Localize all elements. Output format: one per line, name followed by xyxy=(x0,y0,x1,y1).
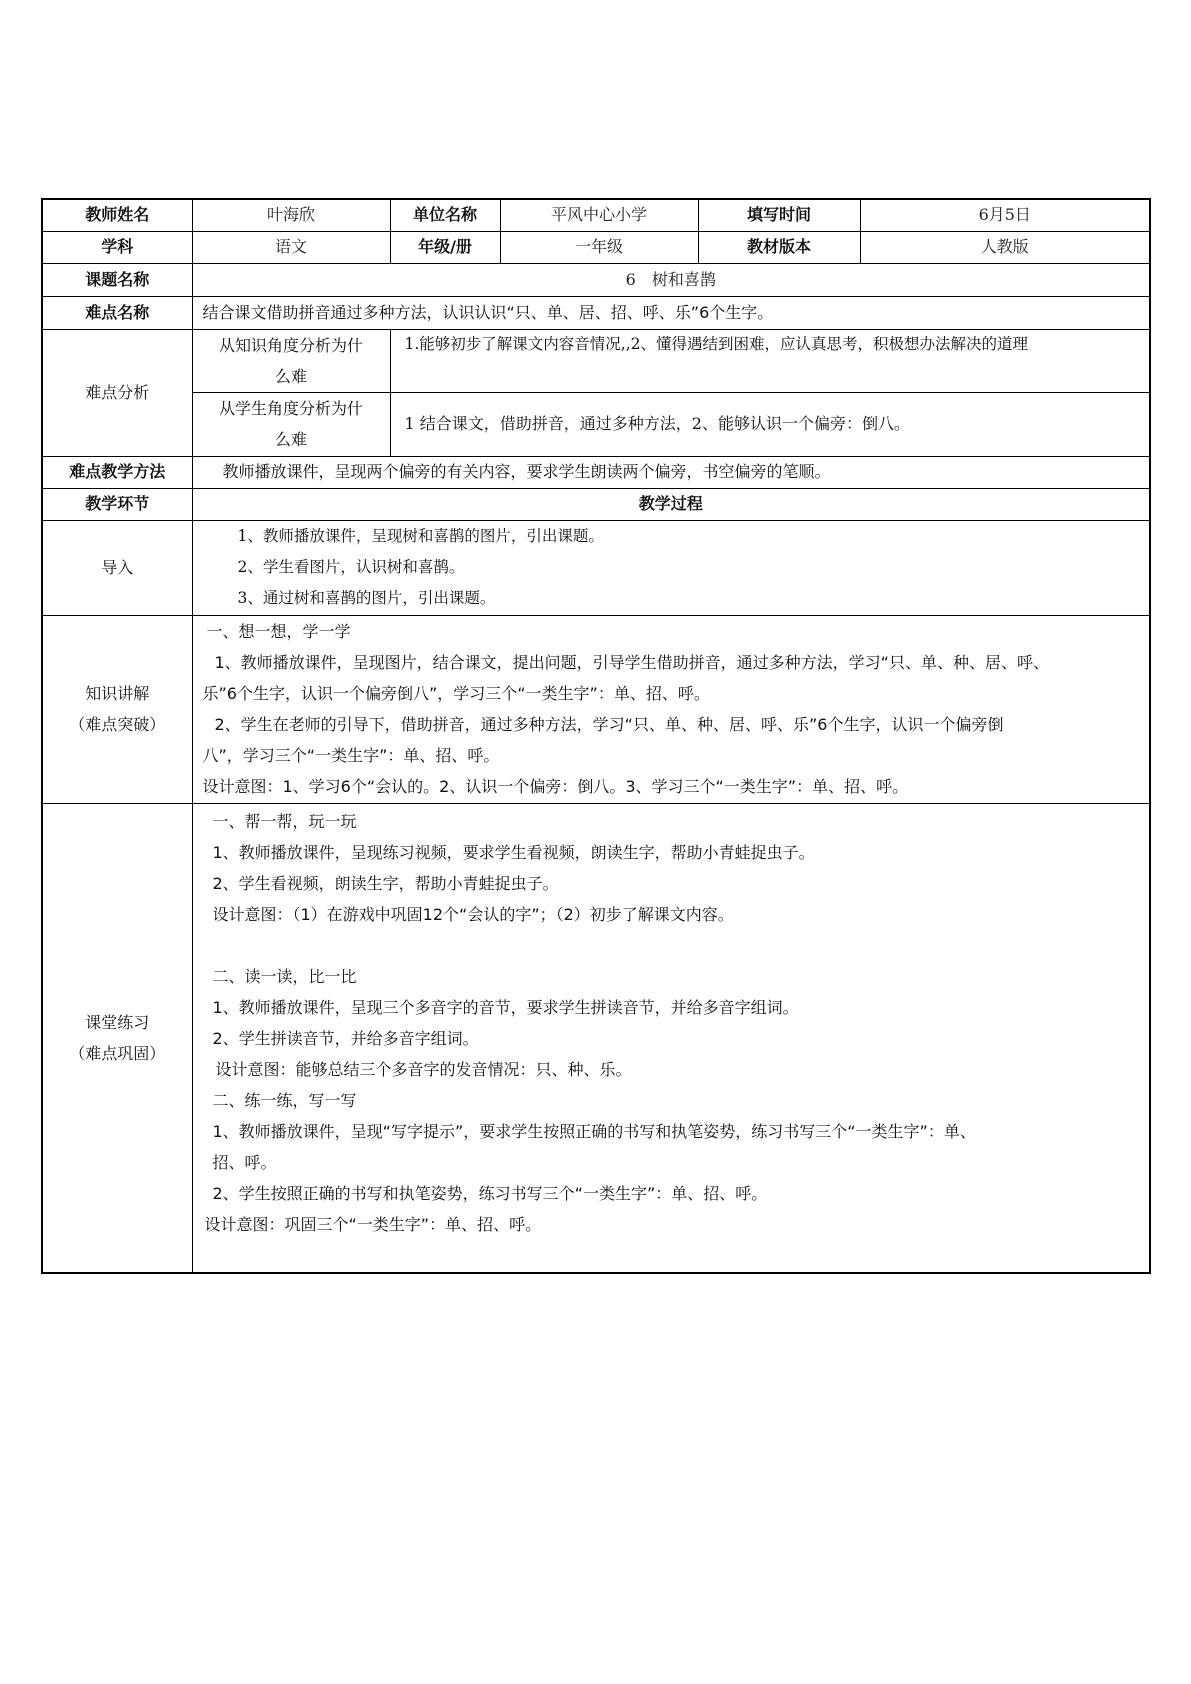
grade-value: 一年级 xyxy=(500,231,698,263)
teacher-value: 叶海欣 xyxy=(192,199,390,231)
difficulty-value: 结合课文借助拼音通过多种方法，认识认识“只、单、居、招、呼、乐”6个生字。 xyxy=(192,296,1150,329)
practice-line: 1、教师播放课件，呈现三个多音字的音节，要求学生拼读音节，并给多音字组词。 xyxy=(212,997,799,1017)
row-teacher-info xyxy=(42,199,1150,231)
row-process-header xyxy=(42,488,1150,520)
practice-line: 一、帮一帮，玩一玩 xyxy=(212,811,357,831)
practice-line: 设计意图：巩固三个“一类生字”：单、招、呼。 xyxy=(204,1214,542,1234)
practice-line: 二、读一读，比一比 xyxy=(212,966,357,986)
analysis-label: 难点分析 xyxy=(42,329,192,456)
practice-line: 招、呼。 xyxy=(212,1152,277,1172)
row-knowledge xyxy=(42,615,1150,803)
subject-value: 语文 xyxy=(192,231,390,263)
knowledge-line: 乐”6个生字，认识一个偏旁倒八”，学习三个“一类生字”：单、招、呼。 xyxy=(202,684,710,703)
topic-value: 6 树和喜鹊 xyxy=(192,263,1150,296)
row-topic xyxy=(42,263,1150,296)
lesson-plan-table xyxy=(41,198,1151,1274)
row-intro xyxy=(42,520,1150,615)
method-value: 教师播放课件，呈现两个偏旁的有关内容，要求学生朗读两个偏旁，书空偏旁的笔顺。 xyxy=(192,456,1150,488)
practice-line: 1、教师播放课件，呈现“写字提示”，要求学生按照正确的书写和执笔姿势，练习书写三个“一类生字”：单、 xyxy=(212,1121,976,1141)
knowledge-line: 设计意图：1、学习6个“会认的。2、认识一个偏旁：倒八。3、学习三个“一类生字”：单、招、呼。 xyxy=(202,777,909,796)
process-label: 教学过程 xyxy=(192,488,1150,520)
practice-line: 设计意图：（1）在游戏中巩固12个“会认的字”；（2）初步了解课文内容。 xyxy=(212,904,734,924)
knowledge-label-line-2: （难点突破） xyxy=(69,715,166,734)
row-practice xyxy=(42,803,1150,1273)
difficulty-label: 难点名称 xyxy=(42,296,192,329)
knowledge-angle-value: 1.能够初步了解课文内容音情况,,2、懂得遇结到困难，应认真思考，积极想办法解决的道理 xyxy=(390,329,1150,392)
date-label: 填写时间 xyxy=(698,199,860,231)
practice-line: 2、学生按照正确的书写和执笔姿势，练习书写三个“一类生字”：单、招、呼。 xyxy=(212,1183,768,1203)
practice-line: 2、学生拼读音节，并给多音字组词。 xyxy=(212,1028,479,1048)
row-method xyxy=(42,456,1150,488)
intro-line: 1、教师播放课件，呈现树和喜鹊的图片，引出课题。 xyxy=(237,527,604,545)
practice-line: 二、练一练，写一写 xyxy=(212,1090,357,1110)
intro-content xyxy=(192,520,1150,615)
edition-value: 人教版 xyxy=(860,231,1150,263)
row-difficulty xyxy=(42,296,1150,329)
knowledge-line: 1、教师播放课件，呈现图片，结合课文，提出问题，引导学生借助拼音，通过多种方法，学习“只、单、种、居、呼、 xyxy=(214,653,1049,672)
row-analysis-knowledge xyxy=(42,329,1150,392)
practice-line xyxy=(213,930,1144,961)
student-angle-label-line-1: 从学生角度分析为什 xyxy=(218,399,363,418)
knowledge-angle-label-line-2: 么难 xyxy=(274,366,307,386)
practice-line: 2、学生看视频，朗读生字，帮助小青蛙捉虫子。 xyxy=(212,873,559,893)
knowledge-angle-label xyxy=(192,329,390,392)
knowledge-line: 一、想一想，学一学 xyxy=(206,622,351,641)
student-angle-value: 1 结合课文，借助拼音，通过多种方法，2、能够认识一个偏旁：倒八。 xyxy=(390,392,1150,456)
knowledge-line: 2、学生在老师的引导下，借助拼音，通过多种方法，学习“只、单、种、居、呼、乐”6个生字，认识一个偏旁倒 xyxy=(214,715,1004,734)
knowledge-label xyxy=(42,615,192,803)
row-subject-info xyxy=(42,231,1150,263)
subject-label: 学科 xyxy=(42,231,192,263)
topic-label: 课题名称 xyxy=(42,263,192,296)
knowledge-label-line-1: 知识讲解 xyxy=(85,684,150,703)
row-analysis-student xyxy=(42,392,1150,456)
practice-label-line-1: 课堂练习 xyxy=(85,1012,150,1032)
practice-label-line-2: （难点巩固） xyxy=(69,1043,166,1063)
stage-label: 教学环节 xyxy=(42,488,192,520)
grade-label: 年级/册 xyxy=(390,231,500,263)
edition-label: 教材版本 xyxy=(698,231,860,263)
student-angle-label xyxy=(192,392,390,456)
intro-line: 2、学生看图片，认识树和喜鹊。 xyxy=(237,558,465,576)
intro-line: 3、通过树和喜鹊的图片，引出课题。 xyxy=(237,589,496,607)
knowledge-content xyxy=(192,615,1150,803)
practice-line: 设计意图：能够总结三个多音字的发音情况：只、种、乐。 xyxy=(215,1059,632,1079)
knowledge-line: 八”，学习三个“一类生字”：单、招、呼。 xyxy=(202,746,500,765)
teacher-label: 教师姓名 xyxy=(42,199,192,231)
unit-value: 平风中心小学 xyxy=(500,199,698,231)
method-label: 难点教学方法 xyxy=(42,456,192,488)
knowledge-angle-label-line-1: 从知识角度分析为什 xyxy=(218,335,363,355)
practice-label xyxy=(42,803,192,1273)
unit-label: 单位名称 xyxy=(390,199,500,231)
date-value: 6月5日 xyxy=(860,199,1150,231)
student-angle-label-line-2: 么难 xyxy=(274,430,307,449)
practice-content xyxy=(192,803,1150,1273)
intro-label: 导入 xyxy=(42,520,192,615)
practice-line: 1、教师播放课件，呈现练习视频，要求学生看视频，朗读生字，帮助小青蛙捉虫子。 xyxy=(212,842,815,862)
